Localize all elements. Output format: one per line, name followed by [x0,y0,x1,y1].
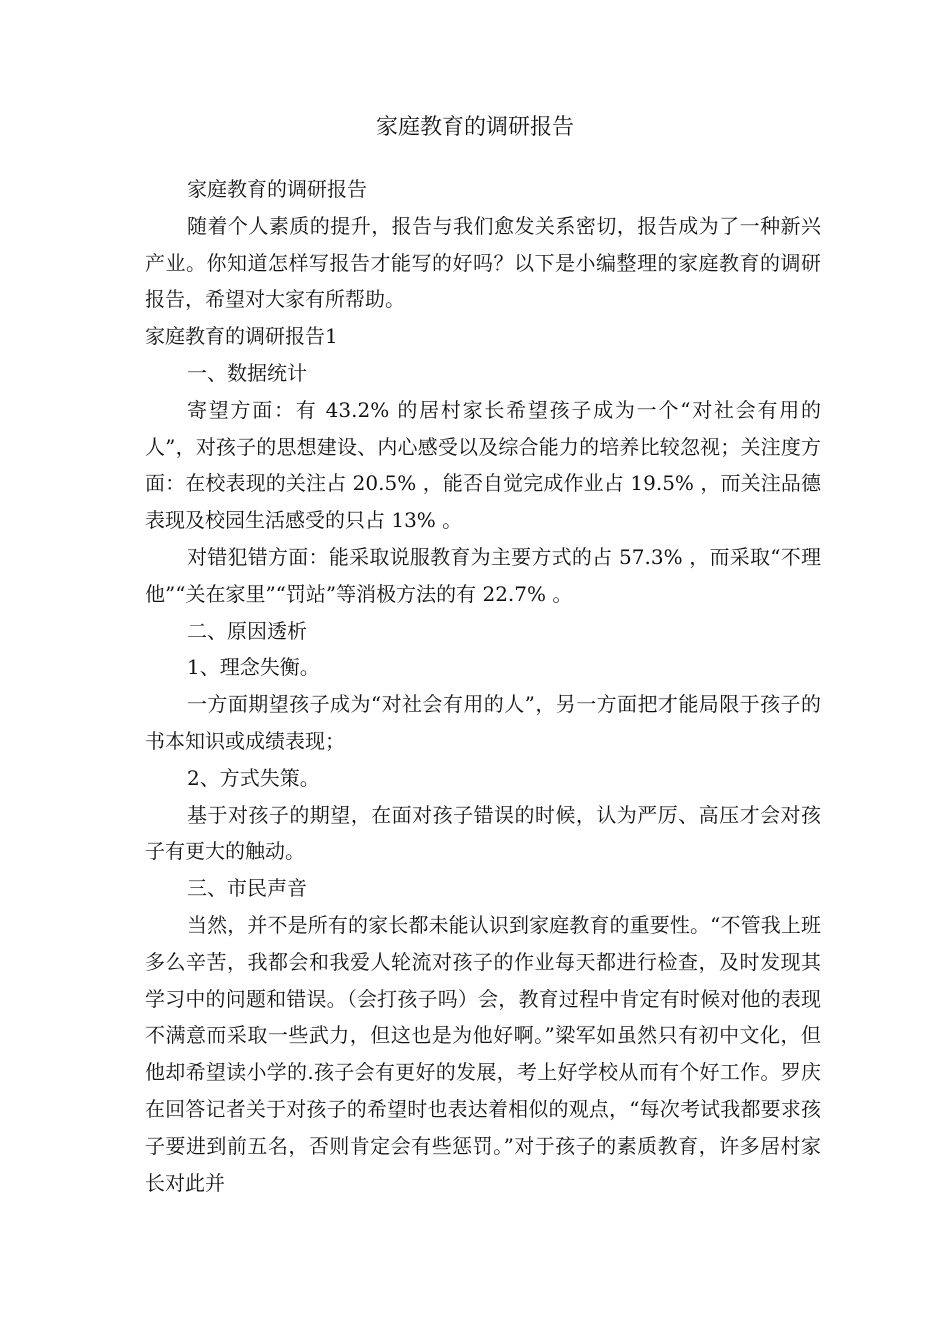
paragraph: 家庭教育的调研报告 [187,177,367,201]
paragraph: 三、市民声音 [187,876,307,901]
paragraph: 一、数据统计 [187,360,307,385]
paragraph: 家庭教育的调研报告1 [145,324,338,349]
document-body [145,171,821,1201]
paragraph: 随着个人素质的提升，报告与我们愈发关系密切，报告成为了一种新兴产业。你知道怎样写报告才能写的好吗？以下是小编整理的家庭教育的调研报告，希望对大家有所帮助。 [145,213,821,312]
paragraph: 一方面期望孩子成为“对社会有用的人”，另一方面把才能局限于孩子的书本知识或成绩表现； [145,692,821,753]
paragraph: 当然，并不是所有的家长都未能认识到家庭教育的重要性。“不管我上班多么辛苦，我都会和我爱人轮流对孩子的作业每天都进行检查，及时发现其学习中的问题和错误。（会打孩子吗）会，教育过程中肯定有时候对他的表现不满意而采取一些武力，但这也是为他好啊。”梁军如虽然只有初中文化，但他却希望读小学的.孩子会有更好的发展，考上好学校从而有个好工作。罗庆在回答记者关于对孩子的希望时也表达着相似的观点，“每次考试我都要求孩子要进到前五名，否则肯定会有些惩罚。”对于孩子的素质教育，许多居村家长对此并 [145,912,821,1195]
paragraph: 二、原因透析 [187,618,307,643]
paragraph: 基于对孩子的期望，在面对孩子错误的时候，认为严厉、高压才会对孩子有更大的触动。 [145,802,821,864]
paragraph: 寄望方面：有 43.2% 的居村家长希望孩子成为一个“对社会有用的人”，对孩子的思想建设、内心感受以及综合能力的培养比较忽视；关注度方面：在校表现的关注占 20.5% ，能否自觉完成作业占 19.5% ，而关注品德表现及校园生活感受的只占 13% 。 [145,397,821,533]
paragraph: 2、方式失策。 [187,765,320,790]
document-title: 家庭教育的调研报告 [375,115,574,140]
paragraph: 对错犯错方面：能采取说服教育为主要方式的占 57.3% ，而采取“不理他”“关在家里”“罚站”等消极方法的有 22.7% 。 [145,544,821,606]
paragraph: 1、理念失衡。 [187,655,320,680]
